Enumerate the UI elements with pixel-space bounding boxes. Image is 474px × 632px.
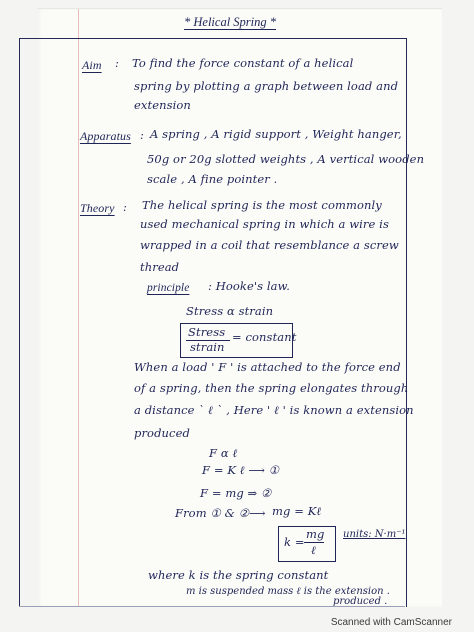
where-line-3: produced . (333, 596, 388, 607)
theory-line-1: The helical spring is the most commonly (142, 198, 382, 212)
k-denominator: ℓ (311, 543, 316, 557)
explanation-line-3: a distance ` ℓ ` , Here ' ℓ ' is known a extension (134, 403, 414, 417)
equation-mg-kl: mg = Kℓ (272, 504, 322, 518)
theory-colon: : (123, 200, 127, 214)
where-line-1: where k is the spring constant (148, 568, 329, 582)
principle-value: : Hooke's law. (208, 279, 290, 293)
aim-label: Aim (82, 58, 102, 72)
aim-colon: : (115, 56, 119, 70)
explanation-line-4: produced (134, 426, 190, 440)
apparatus-line-2: 50g or 20g slotted weights , A vertical wooden (147, 152, 425, 166)
explanation-line-2: of a spring, then the spring elongates through (134, 381, 409, 395)
ratio-denominator: strain (190, 340, 225, 354)
apparatus-label: Apparatus (80, 129, 131, 143)
aim-line-3: extension (134, 98, 191, 112)
apparatus-line-1: A spring , A rigid support , Weight hanger, (150, 127, 402, 141)
apparatus-colon: : (140, 128, 144, 142)
ratio-numerator: Stress (188, 325, 226, 339)
equation-combine-arrow: ⟶ (249, 506, 266, 520)
explanation-line-1: When a load ' F ' is attached to the force end (134, 360, 401, 374)
equation-combine-from: From ① & ② (175, 506, 250, 520)
stress-proportional-strain: Stress α strain (186, 304, 274, 318)
units-note: units: N·m⁻¹ (343, 529, 406, 540)
principle-label: principle (147, 282, 190, 294)
k-numerator: mg (306, 527, 325, 541)
theory-line-3: wrapped in a coil that resemblance a screw (140, 238, 399, 252)
equation-hooke: F = K ℓ ⟶ ① (202, 463, 280, 477)
theory-label: Theory (80, 201, 115, 215)
equation-weight: F = mg ⇒ ② (200, 486, 272, 500)
scanner-watermark: Scanned with CamScanner (330, 617, 452, 628)
k-equals: k = (284, 535, 305, 549)
apparatus-line-3: scale , A fine pointer . (147, 172, 278, 186)
aim-line-2: spring by plotting a graph between load and (134, 79, 399, 93)
ratio-equals-constant: = constant (232, 330, 297, 344)
equation-proportional: F α ℓ (209, 446, 238, 460)
theory-line-2: used mechanical spring in which a wire is (140, 217, 389, 231)
aim-line-1: To find the force constant of a helical (132, 56, 354, 70)
page-title: * Helical Spring * (184, 15, 277, 29)
where-line-2: m is suspended mass ℓ is the extension . (186, 586, 390, 597)
theory-line-4: thread (140, 260, 180, 274)
